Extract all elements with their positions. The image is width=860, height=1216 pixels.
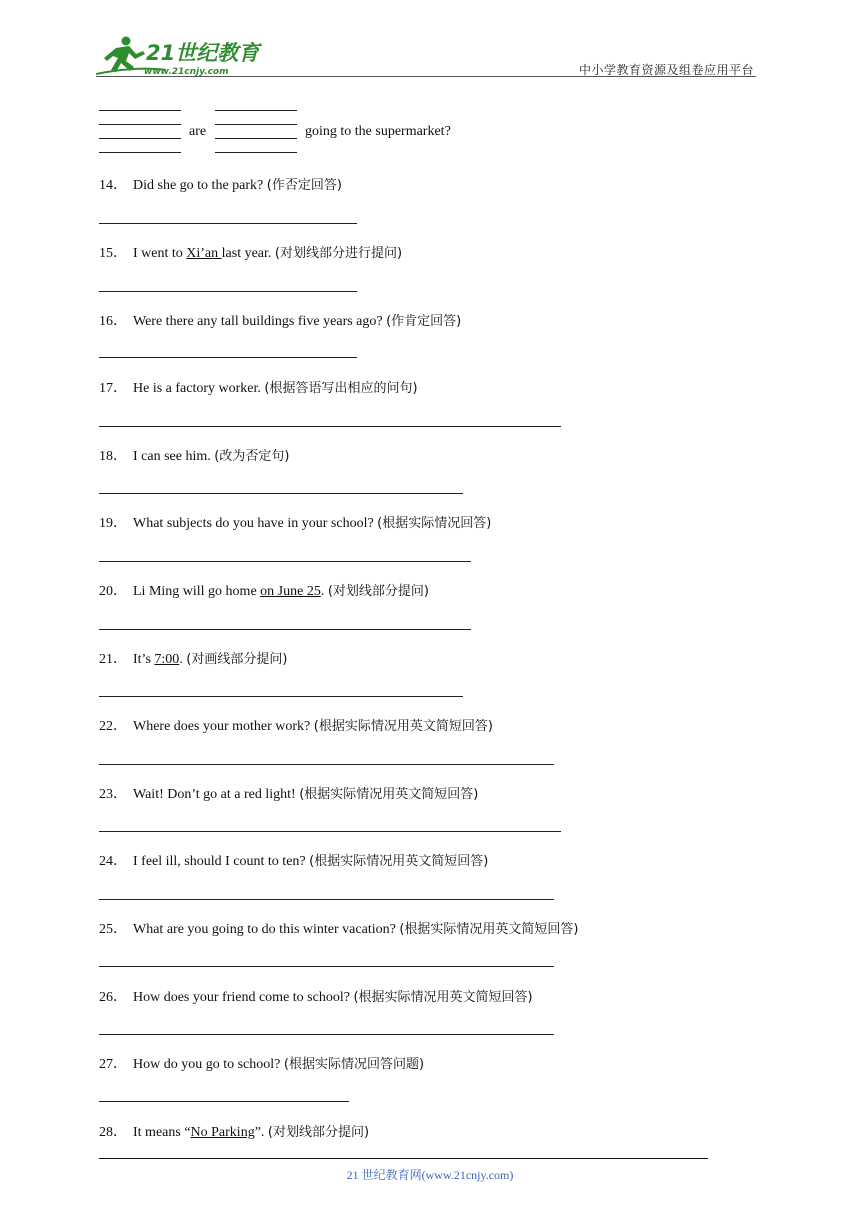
answer-line[interactable] [99,764,554,765]
answer-line[interactable] [99,629,471,630]
question-instruction: (根据实际情况用英文简短回答) [313,719,493,734]
question-instruction: (根据实际情况用英文简短回答) [353,990,533,1005]
answer-line[interactable] [99,696,463,697]
question-number: 15． [99,246,127,261]
question-22 [99,715,493,735]
question-number: 21． [99,652,127,667]
question-14 [99,174,342,194]
question-number: 20． [99,584,127,599]
answer-line[interactable] [99,426,561,427]
footer-divider [99,1158,708,1159]
question-text: What are you going to do this winter vacation? [133,922,400,937]
header-divider [96,76,756,77]
answer-blank[interactable] [99,124,181,125]
question-text: I went to [133,246,187,261]
question-28 [99,1121,369,1141]
question-instruction: (对画线部分提问) [186,652,288,667]
question-text: How does your friend come to school? [133,990,354,1005]
answer-line[interactable] [99,291,357,292]
underlined-text: 7:00 [154,652,180,667]
answer-blank[interactable] [99,110,181,111]
question-instruction: (对划线部分进行提问) [274,246,403,261]
question-17 [99,377,418,397]
question-number: 18． [99,449,127,464]
question-25 [99,918,578,938]
question-instruction: (根据答语写出相应的问句) [264,381,418,396]
question-text: Li Ming will go home [133,584,261,599]
answer-line[interactable] [99,1034,554,1035]
question-instruction: (对划线部分提问) [267,1125,370,1140]
q13-tail: going to the supermarket? [305,124,451,139]
answer-line[interactable] [99,223,357,224]
question-15 [99,242,402,262]
question-text: Where does your mother work? [133,719,314,734]
question-number: 23． [99,787,127,802]
header-title: 中小学教育资源及组卷应用平台 [578,63,754,77]
underlined-text: on June 25 [260,584,321,599]
question-instruction: (对划线部分提问) [327,584,429,599]
question-text: It means “ [133,1125,191,1140]
question-text: How do you go to school? [133,1057,284,1072]
answer-line[interactable] [99,1101,349,1102]
question-20 [99,580,429,600]
question-number: 26． [99,990,127,1005]
answer-line[interactable] [99,966,554,967]
answer-blank[interactable] [99,138,181,139]
question-number: 14． [99,178,127,193]
question-text: . [320,584,328,599]
question-27 [99,1053,424,1073]
question-23 [99,783,478,803]
answer-line[interactable] [99,357,357,358]
answer-line[interactable] [99,831,561,832]
question-text: ”. [254,1125,268,1140]
question-instruction: (作否定回答) [266,178,342,193]
question-instruction: (根据实际情况用英文简短回答) [309,854,489,869]
question-text: I feel ill, should I count to ten? [133,854,310,869]
answer-blank[interactable] [99,152,181,153]
question-number: 27． [99,1057,127,1072]
q13-word-are: are [189,124,207,139]
question-number: 17． [99,381,127,396]
question-text: He is a factory worker. [133,381,265,396]
question-number: 16． [99,314,127,329]
question-instruction: (根据实际情况回答问题) [283,1057,425,1072]
question-19 [99,512,491,532]
question-24 [99,850,488,870]
question-number: 19． [99,516,127,531]
question-21 [99,648,287,668]
answer-blank[interactable] [215,110,297,111]
svg-text:www.21cnjy.com: www.21cnjy.com [144,67,229,77]
question-text: Were there any tall buildings five years ago? [133,314,387,329]
question-instruction: (根据实际情况回答) [377,516,492,531]
answer-line[interactable] [99,493,463,494]
question-number: 22． [99,719,127,734]
question-text: . [179,652,187,667]
answer-line[interactable] [99,899,554,900]
question-instruction: (作肯定回答) [386,314,462,329]
question-18 [99,445,289,465]
question-text: last year. [221,246,275,261]
question-text: It’s [133,652,155,667]
site-logo [96,34,266,78]
question-number: 24． [99,854,127,869]
answer-blank[interactable] [215,124,297,125]
question-text: Wait! Don’t go at a red light! [133,787,300,802]
answer-line[interactable] [99,561,471,562]
question-instruction: (根据实际情况用英文简短回答) [299,787,479,802]
question-number: 28． [99,1125,127,1140]
question-text: What subjects do you have in your school? [133,516,378,531]
question-16 [99,310,461,330]
svg-text:21世纪教育: 21世纪教育 [146,41,260,65]
answer-blank[interactable] [215,152,297,153]
underlined-text: No Parking [190,1125,255,1140]
footer-text: 21 世纪教育网(www.21cnjy.com) [346,1168,514,1182]
question-text: I can see him. [133,449,215,464]
question-instruction: (改为否定句) [214,449,290,464]
question-instruction: (根据实际情况用英文简短回答) [399,922,579,937]
question-26 [99,986,533,1006]
answer-blank[interactable] [215,138,297,139]
question-number: 25． [99,922,127,937]
question-text: Did she go to the park? [133,178,267,193]
underlined-text: Xi’an [186,246,222,261]
